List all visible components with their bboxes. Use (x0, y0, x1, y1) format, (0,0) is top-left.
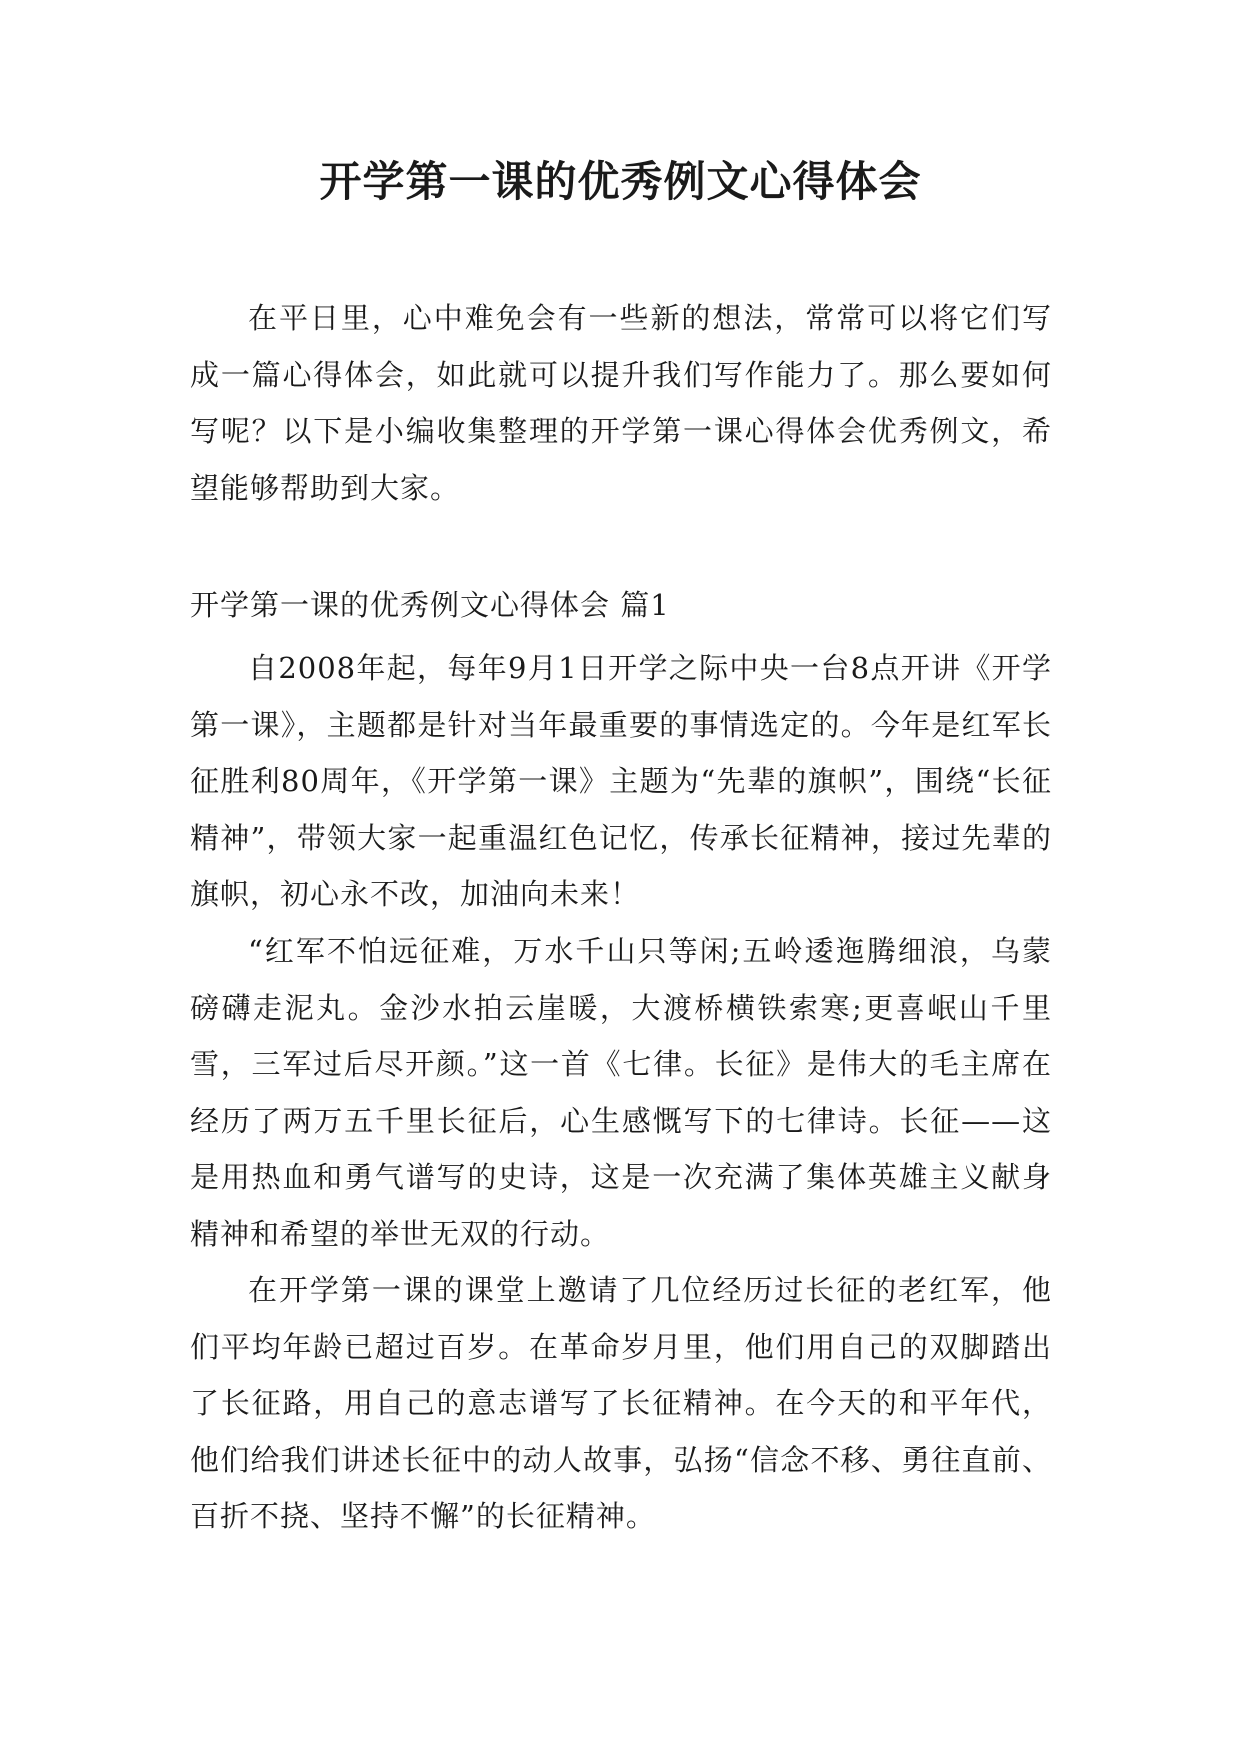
section-heading: 开学第一课的优秀例文心得体会 篇1 (190, 588, 670, 622)
body-paragraph-1: 自2008年起，每年9月1日开学之际中央一台8点开讲《开学第一课》，主题都是针对当年最重要的事情选定的。今年是红军长征胜利80周年，《开学第一课》主题为“先辈的旗帜”，围绕“长征精神”，带领大家一起重温红色记忆，传承长征精神，接过先辈的旗帜，初心永不改，加油向未来！ (190, 651, 1052, 912)
body-paragraph-2: “红军不怕远征难，万水千山只等闲;五岭逶迤腾细浪，乌蒙磅礴走泥丸。金沙水拍云崖暖，大渡桥横铁索寒;更喜岷山千里雪，三军过后尽开颜。”这一首《七律。长征》是伟大的毛主席在经历了两万五千里长征后，心生感慨写下的七律诗。长征——这是用热血和勇气谱写的史诗，这是一次充满了集体英雄主义献身精神和希望的举世无双的行动。 (190, 934, 1052, 1251)
document-title: 开学第一课的优秀例文心得体会 (319, 157, 922, 206)
intro-paragraph: 在平日里，心中难免会有一些新的想法，常常可以将它们写成一篇心得体会，如此就可以提升我们写作能力了。那么要如何写呢？以下是小编收集整理的开学第一课心得体会优秀例文，希望能够帮助到大家。 (190, 301, 1052, 505)
body-paragraph-3: 在开学第一课的课堂上邀请了几位经历过长征的老红军，他们平均年龄已超过百岁。在革命岁月里，他们用自己的双脚踏出了长征路，用自己的意志谱写了长征精神。在今天的和平年代，他们给我们讲述长征中的动人故事，弘扬“信念不移、勇往直前、百折不挠、坚持不懈”的长征精神。 (190, 1273, 1052, 1534)
